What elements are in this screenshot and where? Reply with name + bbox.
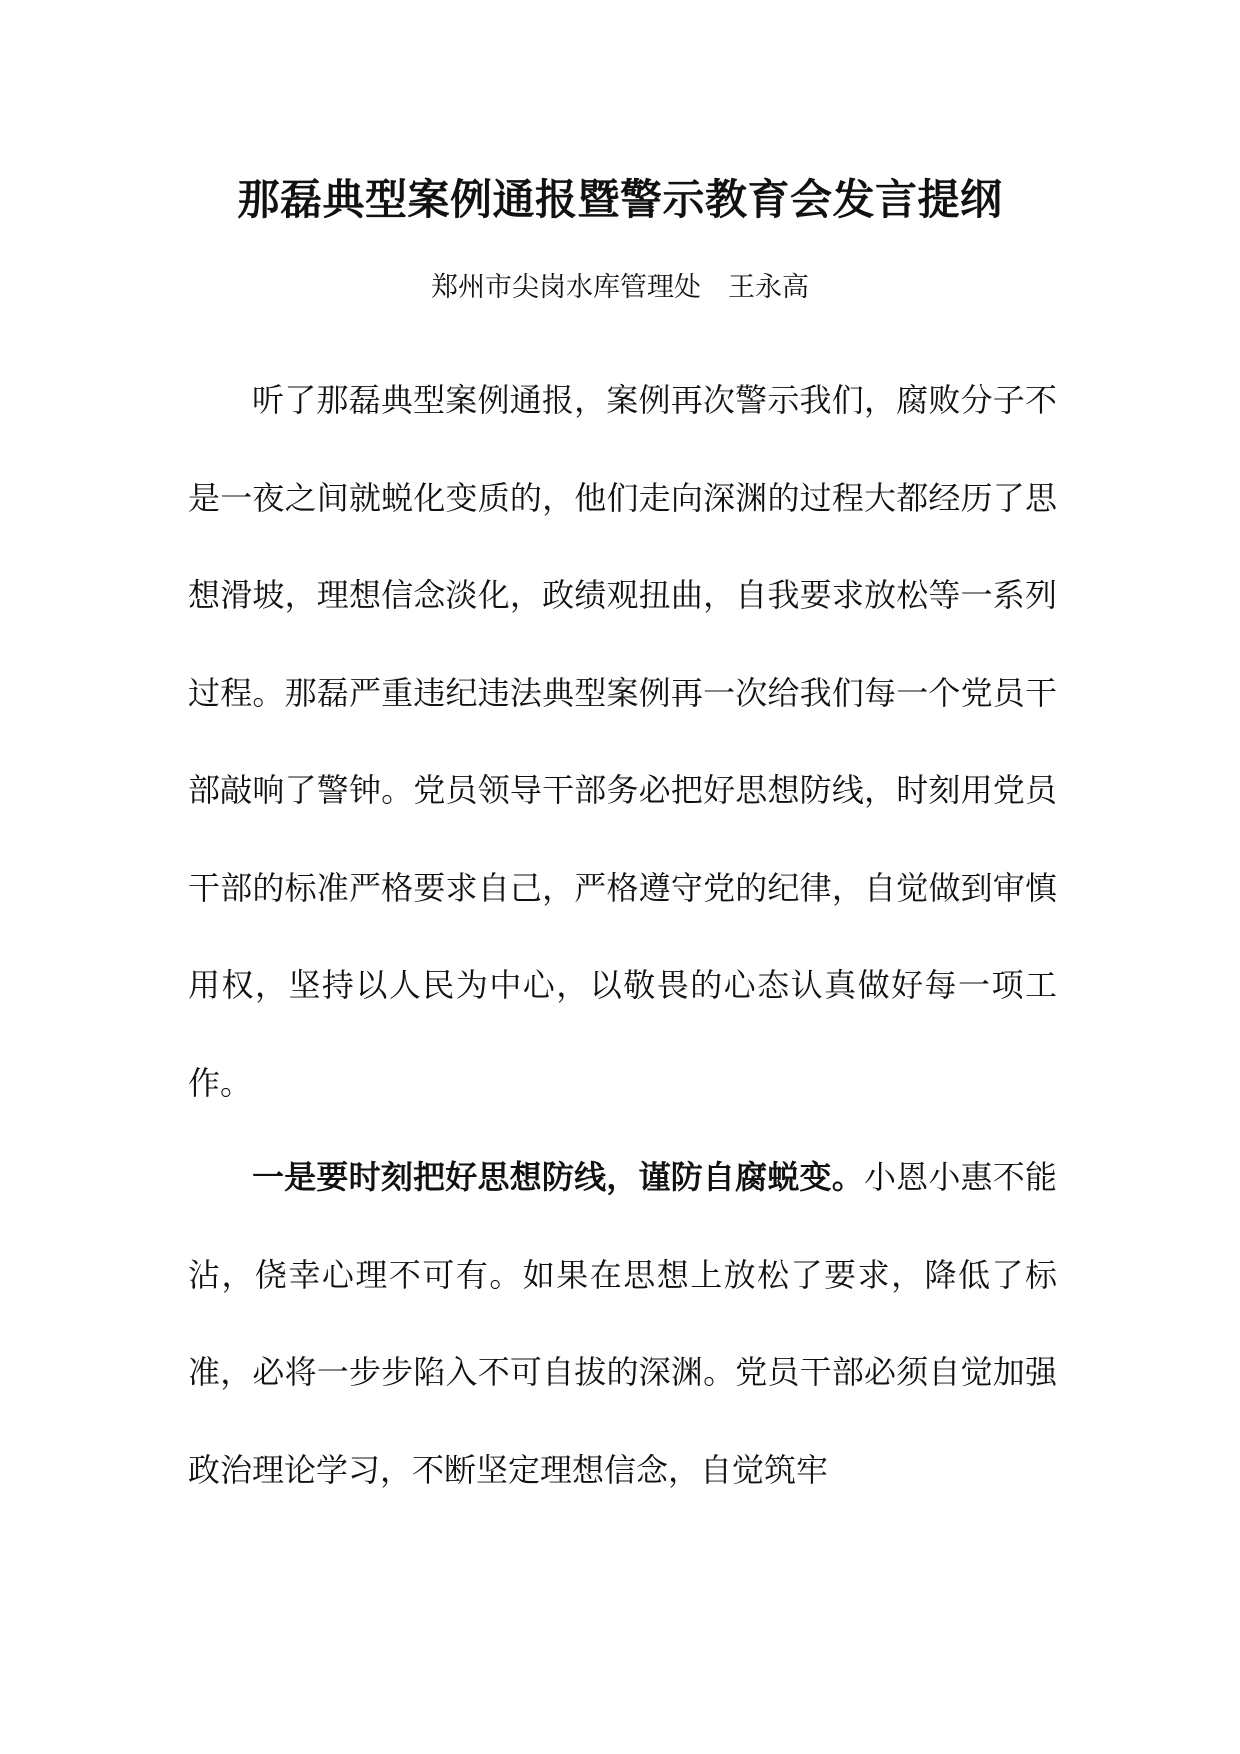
document-title: 那磊典型案例通报暨警示教育会发言提纲	[237, 175, 1003, 224]
paragraph-point-one	[188, 1129, 1057, 1519]
document-author: 郑州市尖岗水库管理处 王永高	[431, 272, 809, 303]
paragraph-point-one-lead: 一是要时刻把好思想防线，谨防自腐蜕变。	[252, 1158, 864, 1196]
paragraph-point-one-text: 小恩小惠不能沾，侥幸心理不可有。如果在思想上放松了要求，降低了标准，必将一步步陷入不可自拔的深渊。党员干部必须自觉加强政治理论学习，不断坚定理想信念，自觉筑牢	[188, 1158, 1057, 1489]
paragraph-intro: 听了那磊典型案例通报，案例再次警示我们，腐败分子不是一夜之间就蜕化变质的，他们走向深渊的过程大都经历了思想滑坡，理想信念淡化，政绩观扭曲，自我要求放松等一系列过程。那磊严重违纪违法典型案例再一次给我们每一个党员干部敲响了警钟。党员领导干部务必把好思想防线，时刻用党员干部的标准严格要求自己，严格遵守党的纪律，自觉做到审慎用权，坚持以人民为中心，以敬畏的心态认真做好每一项工作。	[188, 381, 1057, 1102]
